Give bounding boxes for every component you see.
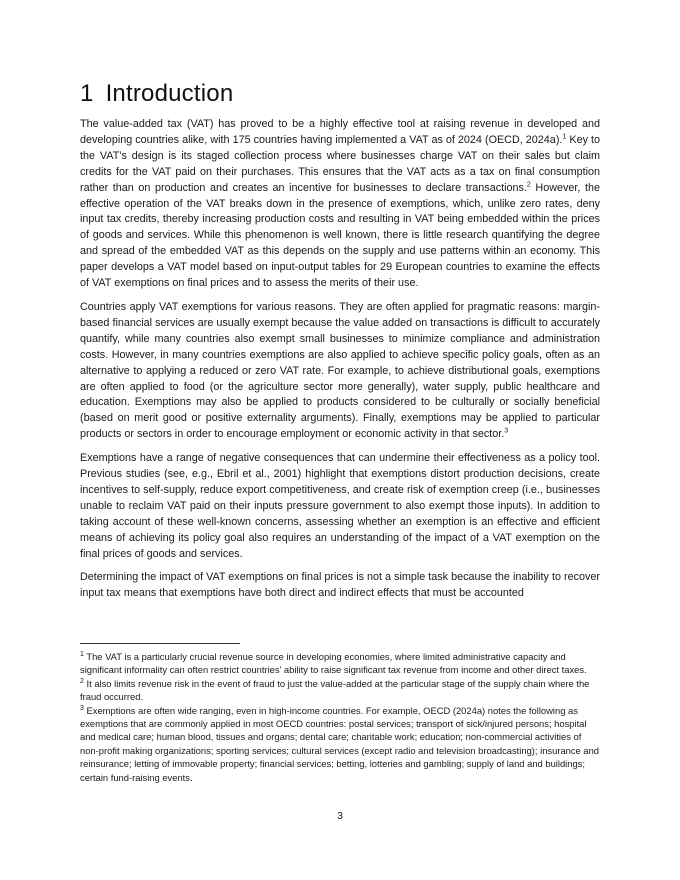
paragraph-text: Key to the VAT’s design is its staged collection process where businesses charge VAT on their sales but claim credits for the VAT paid on their purchases. This ensures that the VAT acts as a tax on final consumption rather than on production and creates an incentive for businesses to declare transactions.: [80, 133, 601, 194]
paragraph: [80, 300, 600, 443]
section-title: Introduction: [105, 80, 234, 107]
paragraph-text: The value-added tax (VAT) has proved to be a highly effective tool at raising revenue in developed and developing countries alike, with 175 countries having implemented a VAT as of 2024 (OECD, 2024a).: [80, 118, 600, 146]
paragraph-text: Countries apply VAT exemptions for various reasons. They are often applied for pragmatic reasons: margin-based financial services are usually exempt because the value added on transactions is difficult to accurately quantify, while many countries also exempt small businesses to minimize compliance and administration costs. However, in many countries exemptions are also applied to achieve specific policy goals, often as an alternative to applying a reduced or zero VAT rate. For example, to achieve distributional goals, exemptions are often applied to food (or the agriculture sector more generally), water supply, public healthcare and education. Exemptions may also be applied to products considered to be culturally or socially beneficial (based on merit good or positive externality arguments). Finally, exemptions may be applied to particular products or sectors in order to encourage employment or economic activity in that sector.: [80, 300, 600, 441]
footnote-mark: 2: [80, 677, 84, 685]
section-number: 1: [80, 80, 94, 107]
footnote: [80, 704, 600, 784]
footnote-divider: [80, 643, 240, 644]
footnote-mark: 1: [80, 650, 84, 658]
footnote-text: It also limits revenue risk in the event of fraud to just the value-added at the particular stage of the supply chain where the fraud occurred.: [80, 677, 590, 703]
paragraph: [80, 570, 600, 602]
paragraph: [80, 117, 600, 292]
section-heading: [80, 80, 233, 108]
footnote-text: The VAT is a particularly crucial revenue source in developing economies, where limited administrative capacity and significant informality can often restrict countries’ ability to raise significant tax revenue from income and other direct taxes.: [80, 651, 587, 676]
footnotes: [80, 650, 600, 784]
footnote-mark: 3: [80, 704, 84, 712]
footnote-ref[interactable]: 1: [562, 133, 567, 141]
footnote-ref[interactable]: 3: [504, 427, 509, 435]
body-text: [80, 117, 600, 610]
footnote-text: Exemptions are often wide ranging, even in high-income countries. For example, OECD (2024a) notes the following as exemptions that are commonly applied in most OECD countries: postal services; transport of sick/injured persons; hospital and medical care; human blood, tissues and organs; dental care; charitable work; education; non-commercial activities of non-profit making organizations; sporting services; cultural services (except radio and television broadcasting); insurance and reinsurance; letting of immovable property; financial services; betting, lotteries and gambling; supply of land and buildings; certain fund-raising events.: [80, 704, 600, 783]
page-number: 3: [337, 810, 343, 822]
paragraph-text: Determining the impact of VAT exemptions on final prices is not a simple task because the inability to recover input tax means that exemptions have both direct and indirect effects that must be accounted: [80, 571, 600, 600]
footnote: [80, 677, 600, 704]
paragraph: [80, 451, 600, 562]
footnote-ref[interactable]: 2: [526, 181, 531, 189]
paragraph-text: Exemptions have a range of negative consequences that can undermine their effectiveness as a policy tool. Previous studies (see, e.g., Ebril et al., 2001) highlight that exemptions distort production decisions, create incentives to self-supply, reduce export competitiveness, and create risk of exemption creep (i.e., businesses unable to reclaim VAT paid on their inputs pressure government to also exempt those inputs). In addition to taking account of these well-known concerns, assessing whether an exemption is an effective and efficient means of achieving its policy goal also requires an understanding of the impact of a VAT exemption on the final prices of goods and services.: [80, 452, 600, 560]
footnote: [80, 650, 600, 677]
paragraph-text: However, the effective operation of the VAT breaks down in the presence of exemptions, which, unlike zero rates, deny input tax credits, thereby increasing production costs and resulting in VAT being embedded within the prices of goods and services. While this phenomenon is well known, there is little research quantifying the degree and spread of the embedded VAT as this depends on the supply and use patterns within an economy. This paper develops a VAT model based on input-output tables for 29 European countries to examine the effects of VAT exemptions on final prices and to assess the merits of their use.: [80, 181, 601, 290]
